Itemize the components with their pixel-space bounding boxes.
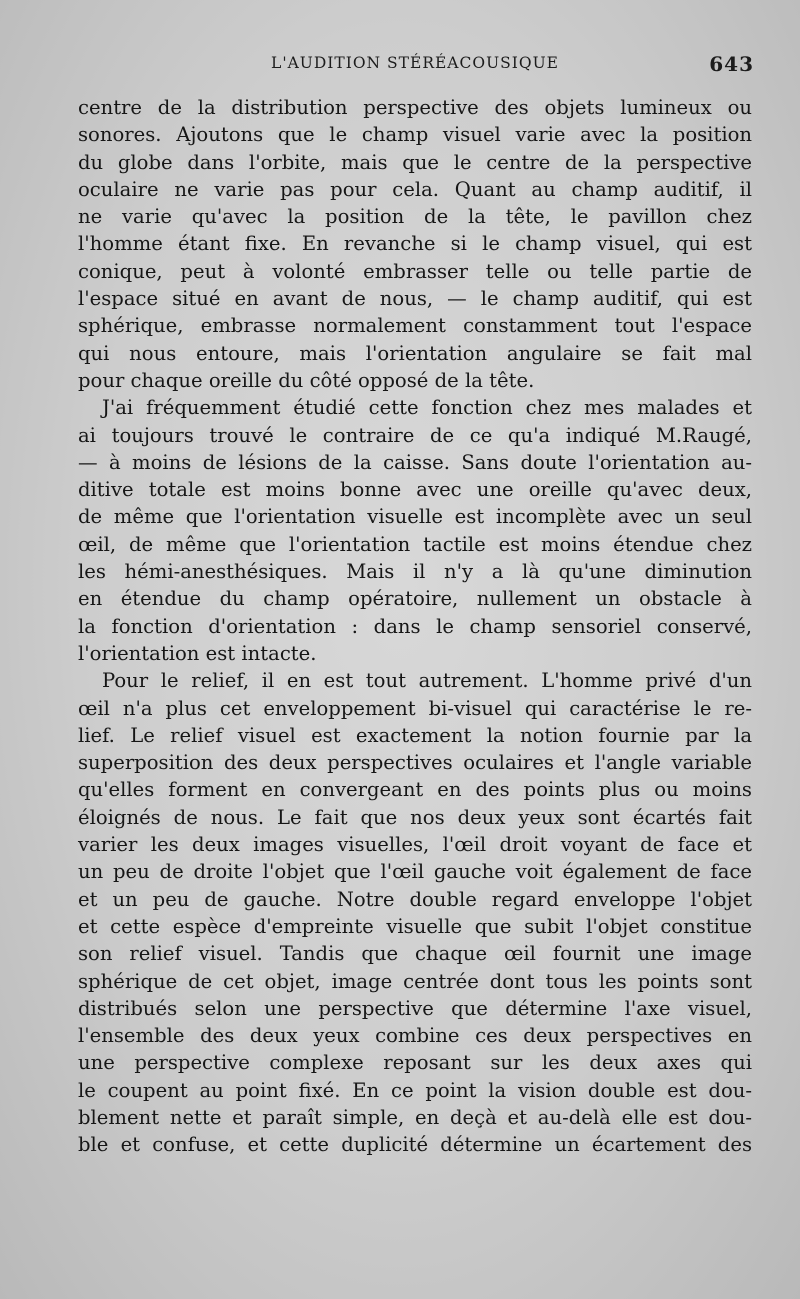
text-line: superposition des deux perspectives oculaires et l'angle variable	[78, 751, 752, 775]
text-line: lief. Le relief visuel est exactement la notion fournie par la	[78, 723, 752, 747]
text-line: et cette espèce d'empreinte visuelle que subit l'objet constitue	[78, 914, 752, 938]
text-line: les hémi-anesthésiques. Mais il n'y a là qu'une diminution	[78, 560, 752, 584]
body-text	[78, 94, 752, 1159]
text-line: de même que l'orientation visuelle est incomplète avec un seul	[78, 505, 752, 529]
text-line: ne varie qu'avec la position de la tête, le pavillon chez	[78, 205, 752, 229]
text-line: la fonction d'orientation : dans le champ sensoriel conservé,	[78, 614, 752, 638]
text-line: ditive totale est moins bonne avec une oreille qu'avec deux,	[78, 478, 752, 502]
text-line: ai toujours trouvé le contraire de ce qu'a indiqué M.Raugé,	[78, 423, 752, 447]
text-line: et un peu de gauche. Notre double regard enveloppe l'objet	[78, 887, 752, 911]
text-line: œil, de même que l'orientation tactile est moins étendue chez	[78, 532, 752, 556]
text-line: un peu de droite l'objet que l'œil gauche voit également de face	[78, 860, 752, 884]
text-line: qui nous entoure, mais l'orientation angulaire se fait mal	[78, 341, 752, 365]
text-line: distribués selon une perspective que détermine l'axe visuel,	[78, 996, 752, 1020]
text-line: varier les deux images visuelles, l'œil droit voyant de face et	[78, 833, 752, 857]
text-line: sonores. Ajoutons que le champ visuel varie avec la position	[78, 123, 752, 147]
text-line: l'homme étant fixe. En revanche si le champ visuel, qui est	[78, 232, 752, 256]
text-line: sphérique, embrasse normalement constamment tout l'espace	[78, 314, 752, 338]
text-line: oculaire ne varie pas pour cela. Quant au champ auditif, il	[78, 177, 752, 201]
text-line: l'espace situé en avant de nous, — le champ auditif, qui est	[78, 287, 752, 311]
text-line: le coupent au point fixé. En ce point la vision double est dou-	[78, 1078, 752, 1102]
page-number: 643	[709, 52, 754, 76]
running-title: L'AUDITION STÉRÉACOUSIQUE	[271, 54, 559, 72]
text-line: sphérique de cet objet, image centrée dont tous les points sont	[78, 969, 752, 993]
text-line: l'ensemble des deux yeux combine ces deux perspectives en	[78, 1024, 752, 1048]
paragraph-start-line: J'ai fréquemment étudié cette fonction chez mes malades et	[102, 396, 752, 420]
text-line: qu'elles forment en convergeant en des points plus ou moins	[78, 778, 752, 802]
text-line: ble et confuse, et cette duplicité détermine un écartement des	[78, 1133, 752, 1157]
paragraph-start-line: Pour le relief, il en est tout autrement. L'homme privé d'un	[102, 669, 752, 693]
paragraph-end-line: l'orientation est intacte.	[78, 641, 317, 665]
text-line: son relief visuel. Tandis que chaque œil fournit une image	[78, 942, 752, 966]
text-line: conique, peut à volonté embrasser telle ou telle partie de	[78, 259, 752, 283]
text-line: une perspective complexe reposant sur les deux axes qui	[78, 1051, 752, 1075]
text-line: blement nette et paraît simple, en deçà et au-delà elle est dou-	[78, 1105, 752, 1129]
text-line: éloignés de nous. Le fait que nos deux yeux sont écartés fait	[78, 805, 752, 829]
text-line: œil n'a plus cet enveloppement bi-visuel qui caractérise le re-	[78, 696, 752, 720]
text-line: en étendue du champ opératoire, nullement un obstacle à	[78, 587, 752, 611]
text-line: — à moins de lésions de la caisse. Sans doute l'orientation au-	[78, 450, 752, 474]
text-line: du globe dans l'orbite, mais que le centre de la perspective	[78, 150, 752, 174]
paragraph-end-line: pour chaque oreille du côté opposé de la tête.	[78, 368, 535, 392]
text-line: centre de la distribution perspective des objets lumineux ou	[78, 96, 752, 119]
running-head	[76, 48, 754, 78]
